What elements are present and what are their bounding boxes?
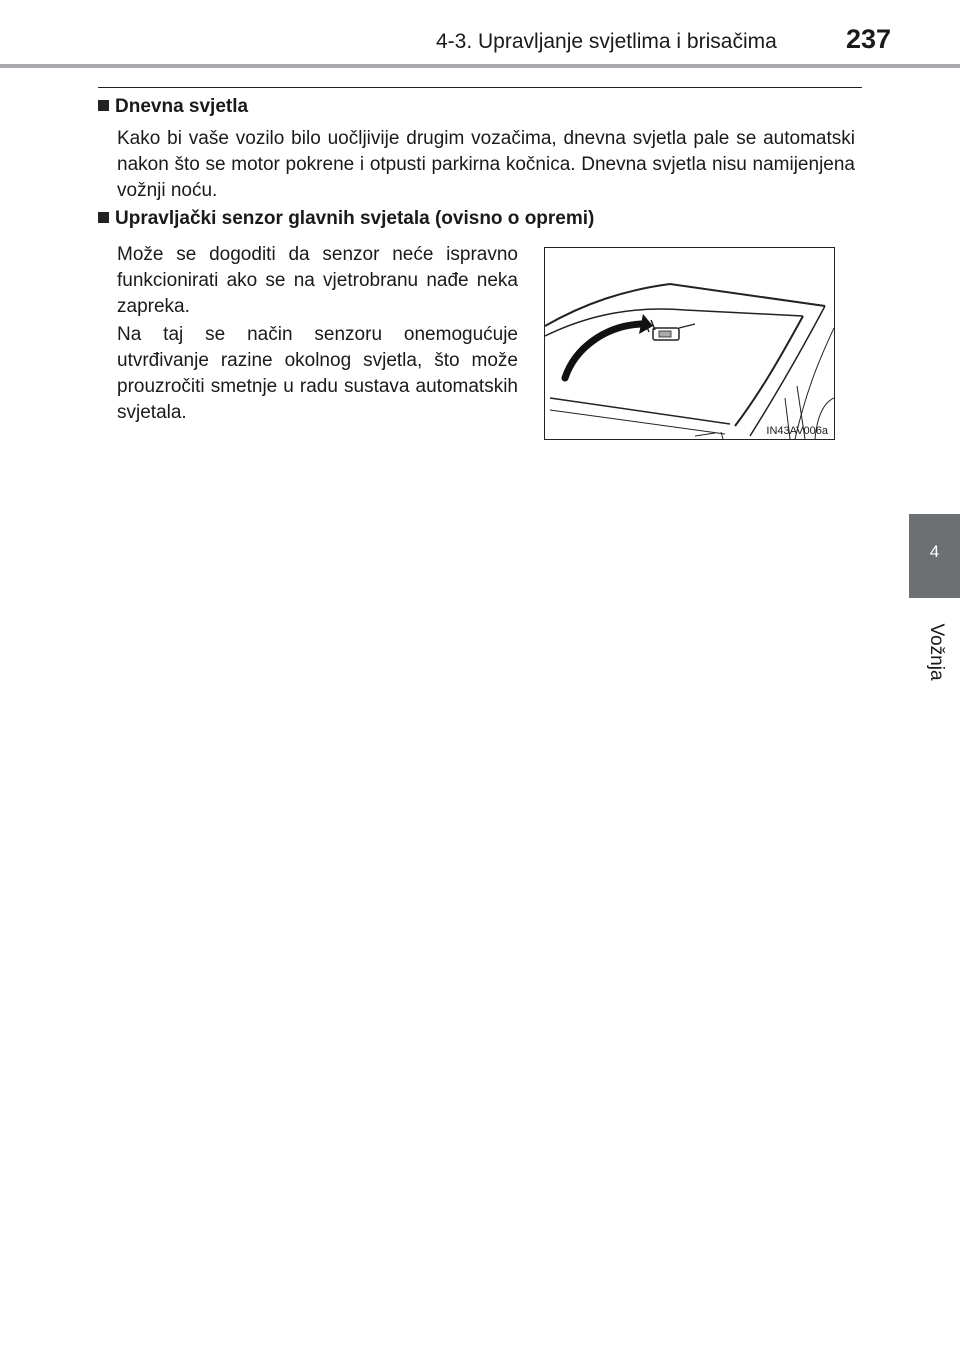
paragraph-sensor-obstruction: Može se dogoditi da senzor neće ispravno funkcionirati ako se na vjetrobranu nađe neka zapreka. (117, 244, 518, 317)
section-heading-text: Dnevna svjetla (115, 96, 249, 117)
chapter-label: Vožnja (926, 623, 947, 681)
section-heading-light-sensor (98, 208, 594, 230)
header-rule (0, 64, 960, 68)
windshield-sensor-illustration-icon (545, 248, 834, 439)
chapter-number: 4 (929, 542, 940, 561)
windshield-sensor-figure (544, 247, 835, 440)
paragraph-sensor-effect: Na taj se način senzoru onemogućuje utvrđivanje razine okolnog svjetla, što može prouzročiti smetnje u radu sustava automatskih svjetala. (117, 324, 518, 423)
header-title: 4-3. Upravljanje svjetlima i brisačima (436, 30, 777, 53)
square-bullet-icon (98, 100, 109, 111)
chapter-tab (909, 514, 960, 598)
page-number: 237 (846, 24, 892, 54)
figure-code: IN43AV006a (766, 425, 828, 437)
square-bullet-icon (98, 212, 109, 223)
top-rule (98, 87, 862, 88)
section-heading-daytime-lights (98, 96, 248, 118)
paragraph-daytime-lights: Kako bi vaše vozilo bilo uočljivije drugim vozačima, dnevna svjetla pale se automatski nakon što se motor pokrene i otpusti parkirna kočnica. Dnevna svjetla nisu namijenjena vožnji noću. (117, 128, 855, 201)
section-heading-text: Upravljački senzor glavnih svjetala (ovisno o opremi) (115, 208, 595, 229)
